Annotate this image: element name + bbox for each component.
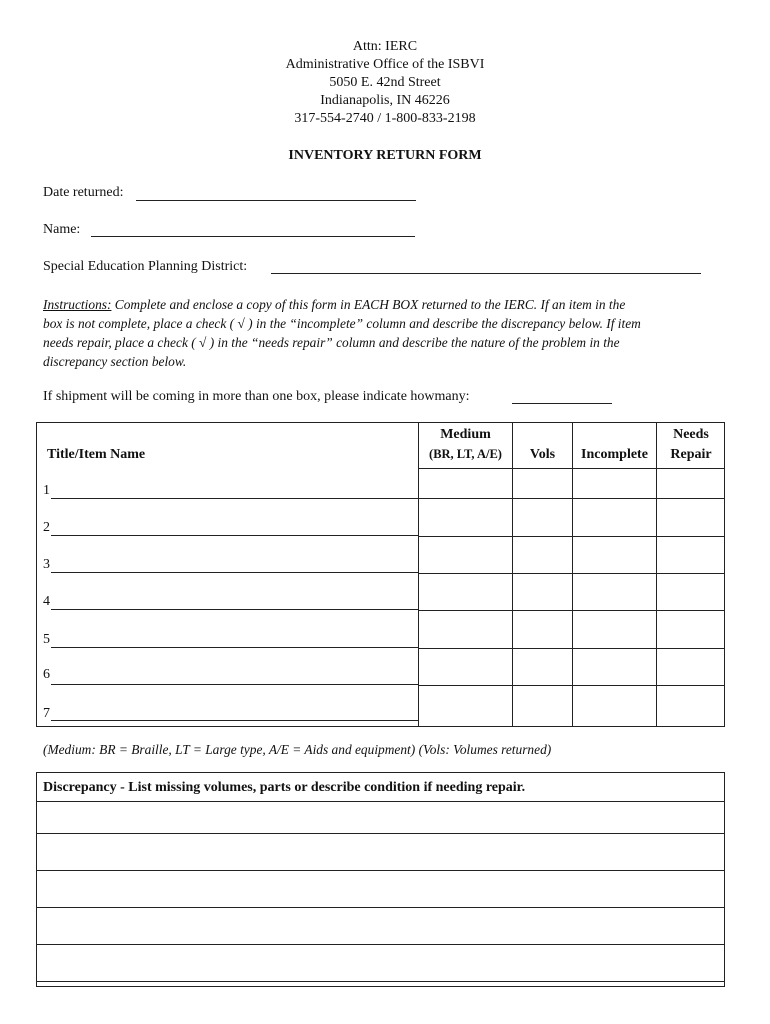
discrepancy-line-2[interactable] [37, 870, 724, 871]
address-phone: 317-554-2740 / 1-800-833-2198 [294, 111, 476, 126]
row-divider [418, 498, 725, 499]
legend-note: (Medium: BR = Braille, LT = Large type, A/E = Aids and equipment) (Vols: Volumes returned) [43, 742, 552, 757]
col-header-repair: Repair [670, 447, 712, 462]
discrepancy-header-divider [37, 801, 724, 802]
address-city: Indianapolis, IN 46226 [320, 93, 450, 108]
col-header-needs: Needs [673, 427, 709, 442]
row-title-field-7[interactable] [51, 720, 418, 721]
discrepancy-line-5[interactable] [37, 981, 724, 982]
date-returned-label: Date returned: [43, 185, 124, 200]
row-title-field-4[interactable] [51, 609, 418, 610]
instructions-line3: needs repair, place a check ( √ ) in the “needs repair” column and describe the nature of the problem in the [43, 335, 620, 350]
row-number-3: 3 [43, 557, 50, 572]
instructions-line4: discrepancy section below. [43, 354, 187, 369]
row-number-6: 6 [43, 667, 50, 682]
district-field[interactable] [271, 273, 701, 274]
col-header-medium: Medium [440, 427, 491, 442]
row-divider [418, 648, 725, 649]
header-divider [418, 468, 725, 469]
form-title: INVENTORY RETURN FORM [288, 148, 482, 163]
discrepancy-line-4[interactable] [37, 944, 724, 945]
instructions [43, 295, 743, 371]
discrepancy-title: Discrepancy - List missing volumes, parts or describe condition if needing repair. [43, 780, 526, 795]
name-label: Name: [43, 222, 81, 237]
address-office: Administrative Office of the ISBVI [285, 57, 485, 72]
col-header-incomplete: Incomplete [581, 447, 648, 462]
col-header-medium-sub: (BR, LT, A/E) [429, 447, 502, 461]
inventory-table [36, 422, 725, 727]
row-title-field-3[interactable] [51, 572, 418, 573]
instructions-line2: box is not complete, place a check ( √ ) in the “incomplete” column and describe the discrepancy below. If item [43, 316, 641, 331]
row-divider [418, 536, 725, 537]
row-number-2: 2 [43, 520, 50, 535]
address-attn: Attn: IERC [352, 39, 418, 54]
name-field[interactable] [91, 236, 415, 237]
shipment-count-field[interactable] [512, 403, 612, 404]
row-number-5: 5 [43, 632, 50, 647]
address-street: 5050 E. 42nd Street [329, 75, 441, 90]
district-label: Special Education Planning District: [43, 259, 248, 274]
row-title-field-1[interactable] [51, 498, 418, 499]
discrepancy-box [36, 772, 725, 987]
row-number-4: 4 [43, 594, 50, 609]
discrepancy-line-3[interactable] [37, 907, 724, 908]
row-number-7: 7 [43, 706, 50, 721]
instructions-lead: Instructions: [43, 297, 112, 312]
discrepancy-line-1[interactable] [37, 833, 724, 834]
col-header-title: Title/Item Name [47, 447, 146, 462]
row-divider [418, 610, 725, 611]
row-divider [418, 685, 725, 686]
row-title-field-2[interactable] [51, 535, 418, 536]
row-number-1: 1 [43, 483, 50, 498]
row-divider [418, 573, 725, 574]
shipment-label: If shipment will be coming in more than one box, please indicate howmany: [43, 389, 470, 404]
col-header-vols: Vols [529, 447, 556, 462]
date-returned-field[interactable] [136, 200, 416, 201]
row-title-field-5[interactable] [51, 647, 418, 648]
row-title-field-6[interactable] [51, 684, 418, 685]
instructions-line1: Complete and enclose a copy of this form in EACH BOX returned to the IERC. If an item in the [111, 297, 626, 312]
